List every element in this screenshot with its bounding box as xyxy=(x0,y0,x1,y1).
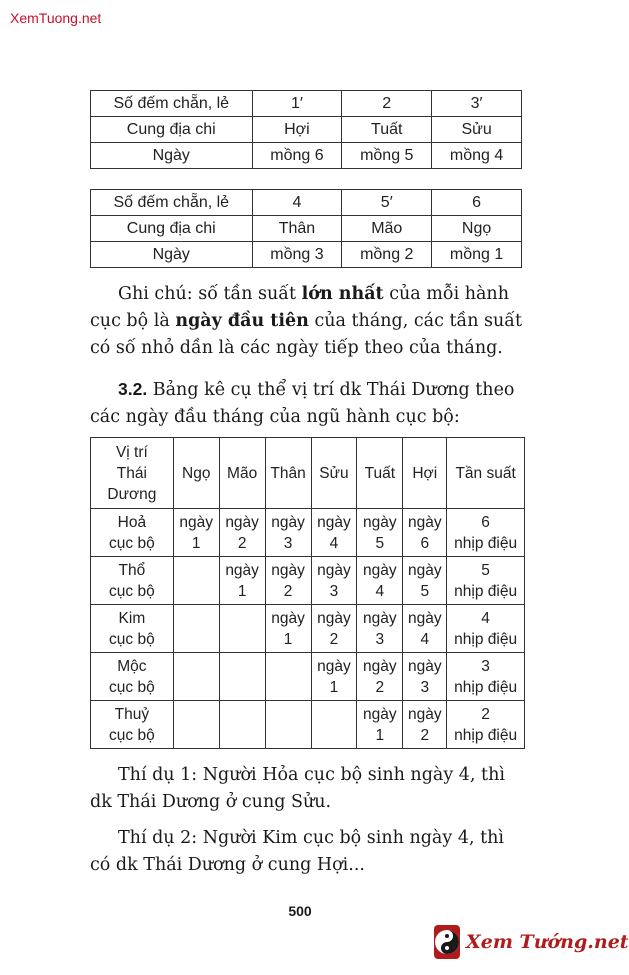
column-header: Tuất xyxy=(357,438,403,509)
column-header: Tần suất xyxy=(447,438,525,509)
day-cell: ngày 5 xyxy=(403,557,447,605)
note-paragraph: Ghi chú: số tần suất lớn nhất của mỗi hành cục bộ là ngày đầu tiên của tháng, các tần suất có số nhỏ dần là các ngày tiếp theo của tháng. xyxy=(90,284,523,358)
table-cell: 1′ xyxy=(252,91,342,117)
day-cell: ngày 2 xyxy=(219,509,265,557)
yin-yang-icon xyxy=(434,925,460,959)
table-cell: mồng 4 xyxy=(432,143,522,169)
day-cell: ngày 2 xyxy=(265,557,311,605)
table-row xyxy=(91,509,525,557)
row-label: Hoả cục bộ xyxy=(91,509,174,557)
section-heading: 3.2. Bảng kê cụ thể vị trí dk Thái Dương theo các ngày đầu tháng của ngũ hành cục bộ: xyxy=(90,379,515,427)
row-label: Cung địa chi xyxy=(91,117,253,143)
example-2: Thí dụ 2: Người Kim cục bộ sinh ngày 4, thì có dk Thái Dương ở cung Hợi... xyxy=(90,828,504,875)
table-row xyxy=(91,91,522,117)
thai-duong-table xyxy=(90,437,525,749)
day-cell xyxy=(173,605,219,653)
table-row xyxy=(91,143,522,169)
table-cell: mồng 3 xyxy=(252,242,342,268)
column-header: Sửu xyxy=(311,438,357,509)
day-cell: ngày 6 xyxy=(403,509,447,557)
frequency-cell: 5 nhịp điệu xyxy=(447,557,525,605)
table-row xyxy=(91,216,522,242)
day-cell: ngày 3 xyxy=(265,509,311,557)
day-cell: ngày 2 xyxy=(357,653,403,701)
column-header: Mão xyxy=(219,438,265,509)
column-header: Hợi xyxy=(403,438,447,509)
day-cell: ngày 5 xyxy=(357,509,403,557)
frequency-cell: 3 nhịp điệu xyxy=(447,653,525,701)
day-cell: ngày 1 xyxy=(173,509,219,557)
row-label: Số đếm chẵn, lẻ xyxy=(91,190,253,216)
table-cell: 3′ xyxy=(432,91,522,117)
table-cell: Thân xyxy=(252,216,342,242)
table-cell: 4 xyxy=(252,190,342,216)
day-cell: ngày 2 xyxy=(311,605,357,653)
table-row xyxy=(91,653,525,701)
row-label: Ngày xyxy=(91,143,253,169)
table-cell: mồng 5 xyxy=(342,143,432,169)
row-label: Cung địa chi xyxy=(91,216,253,242)
row-label: Mộc cục bộ xyxy=(91,653,174,701)
table-cell: mồng 2 xyxy=(342,242,432,268)
row-label: Thổ cục bộ xyxy=(91,557,174,605)
day-cell: ngày 1 xyxy=(311,653,357,701)
example-1: Thí dụ 1: Người Hỏa cục bộ sinh ngày 4, thì dk Thái Dương ở cung Sửu. xyxy=(90,765,505,812)
table-cell: mồng 6 xyxy=(252,143,342,169)
day-cell xyxy=(311,701,357,749)
table-row xyxy=(91,557,525,605)
day-cell xyxy=(173,557,219,605)
day-cell xyxy=(219,701,265,749)
day-cell: ngày 4 xyxy=(403,605,447,653)
frequency-cell: 6 nhịp điệu xyxy=(447,509,525,557)
day-cell: ngày 1 xyxy=(265,605,311,653)
day-cell xyxy=(265,653,311,701)
page-number: 500 xyxy=(288,903,312,919)
row-label: Ngày xyxy=(91,242,253,268)
day-cell: ngày 3 xyxy=(357,605,403,653)
site-watermark: XemTuong.net xyxy=(10,10,102,26)
day-cell: ngày 3 xyxy=(311,557,357,605)
table-row xyxy=(91,190,522,216)
day-cell xyxy=(265,701,311,749)
table-row xyxy=(91,117,522,143)
table-row xyxy=(91,242,522,268)
row-label: Kim cục bộ xyxy=(91,605,174,653)
frequency-cell: 2 nhịp điệu xyxy=(447,701,525,749)
day-cell: ngày 2 xyxy=(403,701,447,749)
day-cell: ngày 1 xyxy=(219,557,265,605)
corner-header: Vị trí Thái Dương xyxy=(91,438,174,509)
site-logo xyxy=(434,924,629,960)
table-cell: 2 xyxy=(342,91,432,117)
column-header: Ngọ xyxy=(173,438,219,509)
day-cell: ngày 4 xyxy=(357,557,403,605)
column-header: Thân xyxy=(265,438,311,509)
header-row xyxy=(91,438,525,509)
table-cell: Hợi xyxy=(252,117,342,143)
day-cell xyxy=(219,605,265,653)
table-cell: mồng 1 xyxy=(432,242,522,268)
day-cell: ngày 1 xyxy=(357,701,403,749)
table-cell: 5′ xyxy=(342,190,432,216)
table-cell: 6 xyxy=(432,190,522,216)
table-odd-even-1 xyxy=(90,90,522,169)
day-cell xyxy=(173,653,219,701)
day-cell: ngày 3 xyxy=(403,653,447,701)
table-cell: Mão xyxy=(342,216,432,242)
table-cell: Ngọ xyxy=(432,216,522,242)
day-cell xyxy=(173,701,219,749)
table-odd-even-2 xyxy=(90,189,522,268)
day-cell xyxy=(219,653,265,701)
day-cell: ngày 4 xyxy=(311,509,357,557)
table-row xyxy=(91,701,525,749)
logo-text: Xem Tướng.net xyxy=(466,931,629,953)
table-cell: Sửu xyxy=(432,117,522,143)
table-cell: Tuất xyxy=(342,117,432,143)
table-row xyxy=(91,605,525,653)
frequency-cell: 4 nhịp điệu xyxy=(447,605,525,653)
row-label: Số đếm chẵn, lẻ xyxy=(91,91,253,117)
row-label: Thuỷ cục bộ xyxy=(91,701,174,749)
